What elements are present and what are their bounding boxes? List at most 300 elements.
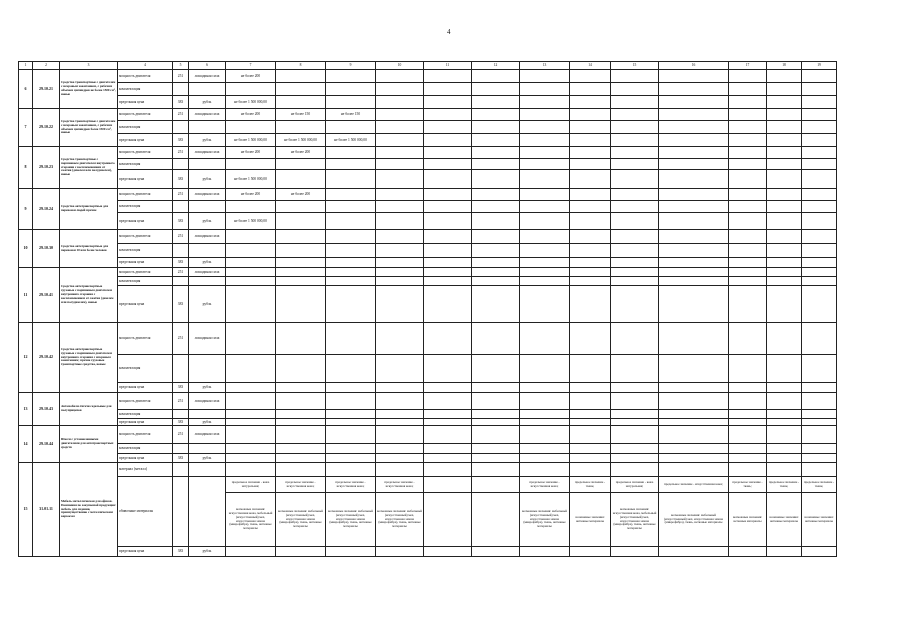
characteristic-name: комплектация	[118, 355, 173, 383]
unit-name: рубль	[189, 258, 226, 268]
product-name: Средства транспортные с двигателем с искровым зажиганием, с рабочим объемом цилиндров более 1500 см³, новые	[60, 109, 118, 147]
value-cell: не более 1 500 000,00	[326, 134, 376, 147]
value-cell	[729, 277, 767, 286]
value-cell	[376, 170, 424, 189]
value-cell: не более 200	[276, 189, 326, 201]
value-cell	[767, 393, 802, 410]
value-cell	[376, 323, 424, 355]
value-cell	[376, 268, 424, 277]
value-cell	[472, 213, 520, 230]
product-name: Автомобили-тягачи седельные для полуприцепов	[60, 393, 118, 426]
okei-code: 383	[173, 170, 189, 189]
unit-name: лошадиная сила	[189, 323, 226, 355]
value-cell	[472, 258, 520, 268]
value-cell	[472, 147, 520, 159]
value-cell	[276, 268, 326, 277]
value-cell: возможные значения: мебельный (искусственный) мех, искусственная замша (микрофибра), ткань, нетканые материалы	[376, 493, 424, 547]
value-cell	[226, 121, 276, 134]
unit-name	[189, 159, 226, 170]
value-cell	[659, 463, 729, 477]
value-cell	[659, 547, 729, 557]
value-cell	[767, 268, 802, 277]
unit-name: рубль	[189, 383, 226, 393]
value-cell	[276, 258, 326, 268]
value-cell	[611, 230, 659, 244]
value-cell	[472, 547, 520, 557]
value-cell	[802, 463, 837, 477]
value-cell	[767, 147, 802, 159]
requirements-table	[18, 61, 837, 557]
value-cell	[326, 258, 376, 268]
unit-name: лошадиная сила	[189, 70, 226, 83]
table-header-row	[19, 62, 837, 70]
value-cell	[276, 355, 326, 383]
value-cell	[424, 121, 472, 134]
value-cell	[226, 393, 276, 410]
characteristic-name: материал (металл)	[118, 463, 173, 477]
value-cell	[767, 83, 802, 96]
value-cell	[570, 323, 611, 355]
value-cell	[729, 244, 767, 258]
table-row	[19, 96, 837, 109]
value-cell	[659, 230, 729, 244]
value-cell	[659, 286, 729, 323]
okei-code: 251	[173, 189, 189, 201]
value-cell	[520, 134, 570, 147]
value-cell	[767, 121, 802, 134]
value-cell: предельное значение - ткань;	[570, 477, 611, 493]
table-row	[19, 159, 837, 170]
value-cell	[326, 463, 376, 477]
value-cell	[767, 109, 802, 121]
value-cell	[276, 159, 326, 170]
value-cell	[472, 109, 520, 121]
okei-code	[173, 244, 189, 258]
value-cell	[802, 121, 837, 134]
value-cell	[226, 159, 276, 170]
value-cell	[611, 277, 659, 286]
value-cell	[802, 213, 837, 230]
value-cell	[659, 70, 729, 83]
okei-code: 251	[173, 393, 189, 410]
value-cell: не более 150	[326, 109, 376, 121]
value-cell	[276, 277, 326, 286]
okei-code	[173, 277, 189, 286]
value-cell	[611, 454, 659, 463]
value-cell	[802, 426, 837, 444]
value-cell	[611, 258, 659, 268]
table-row	[19, 277, 837, 286]
value-cell	[472, 463, 520, 477]
value-cell: предельное значение - искусственная кожа;	[376, 477, 424, 493]
value-cell	[276, 230, 326, 244]
value-cell: не более 200	[226, 147, 276, 159]
value-cell	[472, 393, 520, 410]
value-cell: не более 1 500 000,00	[226, 134, 276, 147]
value-cell	[802, 109, 837, 121]
value-cell	[424, 286, 472, 323]
table-row	[19, 426, 837, 444]
value-cell	[276, 83, 326, 96]
value-cell	[570, 410, 611, 419]
okei-code: 251	[173, 70, 189, 83]
value-cell	[326, 170, 376, 189]
value-cell	[424, 419, 472, 426]
column-number-header: 2	[33, 62, 60, 70]
value-cell	[472, 201, 520, 213]
value-cell	[424, 159, 472, 170]
column-number-header: 5	[173, 62, 189, 70]
value-cell	[472, 230, 520, 244]
value-cell	[520, 170, 570, 189]
value-cell	[570, 393, 611, 410]
value-cell	[659, 201, 729, 213]
value-cell	[802, 147, 837, 159]
value-cell	[802, 230, 837, 244]
value-cell: возможные значения: мебельный (искусственный) мех, искусственная замша (микрофибра), ткань, нетканые материалы	[326, 493, 376, 547]
value-cell	[276, 547, 326, 557]
value-cell: не более 200	[226, 189, 276, 201]
value-cell	[276, 323, 326, 355]
okei-code: 383	[173, 383, 189, 393]
value-cell	[326, 426, 376, 444]
value-cell	[472, 121, 520, 134]
value-cell	[326, 323, 376, 355]
value-cell	[326, 147, 376, 159]
row-number: 14	[19, 426, 33, 463]
unit-name	[189, 444, 226, 454]
okei-code	[173, 355, 189, 383]
value-cell	[276, 444, 326, 454]
table-row	[19, 170, 837, 189]
okpd2-code: 29.10.23	[33, 147, 60, 189]
value-cell	[376, 109, 424, 121]
value-cell: не более 1 500 000,00	[226, 96, 276, 109]
okei-code: 251	[173, 230, 189, 244]
value-cell	[226, 83, 276, 96]
value-cell	[611, 393, 659, 410]
unit-name: лошадиная сила	[189, 147, 226, 159]
table-row	[19, 393, 837, 410]
value-cell	[472, 189, 520, 201]
unit-name	[189, 463, 226, 477]
unit-name: лошадиная сила	[189, 109, 226, 121]
value-cell	[767, 134, 802, 147]
value-cell	[424, 244, 472, 258]
value-cell	[226, 426, 276, 444]
value-cell: не более 200	[226, 70, 276, 83]
characteristic-name: предельная цена	[118, 213, 173, 230]
value-cell: не более 150	[276, 109, 326, 121]
characteristic-name: предельная цена	[118, 134, 173, 147]
value-cell	[424, 410, 472, 419]
okei-code	[173, 463, 189, 477]
value-cell: предельное значение - ткань;	[802, 477, 837, 493]
value-cell	[611, 201, 659, 213]
value-cell	[802, 170, 837, 189]
value-cell	[226, 230, 276, 244]
okei-code: 383	[173, 547, 189, 557]
table-row	[19, 134, 837, 147]
value-cell: предельное значение - искусственная кожа;	[659, 477, 729, 493]
characteristic-name: мощность двигателя	[118, 268, 173, 277]
value-cell	[376, 96, 424, 109]
value-cell: не более 1 500 000,00	[226, 170, 276, 189]
value-cell	[472, 96, 520, 109]
value-cell	[376, 419, 424, 426]
value-cell	[472, 134, 520, 147]
column-number-header: 8	[276, 62, 326, 70]
value-cell	[376, 393, 424, 410]
value-cell	[424, 70, 472, 83]
row-number: 9	[19, 189, 33, 230]
value-cell	[326, 410, 376, 419]
characteristic-name: мощность двигателя	[118, 147, 173, 159]
value-cell	[611, 147, 659, 159]
value-cell	[376, 454, 424, 463]
table-row	[19, 463, 837, 477]
value-cell: не более 200	[226, 109, 276, 121]
value-cell	[659, 170, 729, 189]
value-cell: возможные значения: искусственная кожа, мебельный (искусственный) мех, искусственная замша (микрофибра), ткань, нетканые материалы	[226, 493, 276, 547]
value-cell	[570, 463, 611, 477]
row-number: 8	[19, 147, 33, 189]
value-cell	[520, 201, 570, 213]
value-cell	[520, 410, 570, 419]
value-cell	[226, 268, 276, 277]
table-row	[19, 147, 837, 159]
value-cell	[570, 355, 611, 383]
value-cell	[611, 426, 659, 444]
value-cell	[767, 419, 802, 426]
value-cell	[226, 547, 276, 557]
value-cell	[226, 258, 276, 268]
value-cell	[376, 230, 424, 244]
value-cell	[611, 244, 659, 258]
value-cell	[520, 189, 570, 201]
unit-name: лошадиная сила	[189, 189, 226, 201]
table-row	[19, 121, 837, 134]
unit-name: рубль	[189, 454, 226, 463]
value-cell	[611, 444, 659, 454]
value-cell	[611, 383, 659, 393]
value-cell	[802, 444, 837, 454]
value-cell: не более 200	[276, 147, 326, 159]
value-cell	[472, 419, 520, 426]
value-cell	[424, 547, 472, 557]
unit-name	[189, 355, 226, 383]
okei-code: 251	[173, 147, 189, 159]
value-cell	[570, 454, 611, 463]
value-cell	[472, 286, 520, 323]
value-cell	[570, 96, 611, 109]
value-cell: возможные значения: мебельный (искусственный) мех, искусственная замша (микрофибра), ткань, нетканые материалы	[520, 493, 570, 547]
value-cell	[472, 493, 520, 547]
value-cell	[520, 258, 570, 268]
okei-code: 383	[173, 286, 189, 323]
value-cell	[424, 83, 472, 96]
value-cell	[326, 268, 376, 277]
value-cell: возможные значения: нетканые материалы	[570, 493, 611, 547]
value-cell	[376, 134, 424, 147]
okei-code	[173, 444, 189, 454]
value-cell	[802, 383, 837, 393]
value-cell	[326, 419, 376, 426]
value-cell	[611, 355, 659, 383]
value-cell	[802, 134, 837, 147]
okei-code: 383	[173, 96, 189, 109]
value-cell	[570, 170, 611, 189]
value-cell: предельное значение - ткань;	[767, 477, 802, 493]
value-cell	[570, 419, 611, 426]
value-cell	[472, 383, 520, 393]
value-cell	[611, 547, 659, 557]
value-cell	[767, 170, 802, 189]
value-cell	[659, 323, 729, 355]
value-cell	[326, 83, 376, 96]
value-cell	[226, 244, 276, 258]
characteristic-name: комплектация	[118, 277, 173, 286]
okpd2-code: 29.10.44	[33, 426, 60, 463]
column-number-header: 7	[226, 62, 276, 70]
value-cell	[276, 463, 326, 477]
value-cell	[802, 189, 837, 201]
value-cell	[570, 83, 611, 96]
product-name: Средства транспортные с двигателем с искровым зажиганием, с рабочим объемом цилиндров не более 1500 см³, новые	[60, 70, 118, 109]
value-cell	[376, 244, 424, 258]
value-cell	[729, 355, 767, 383]
value-cell	[376, 121, 424, 134]
value-cell	[520, 213, 570, 230]
value-cell	[520, 355, 570, 383]
value-cell	[276, 201, 326, 213]
column-number-header: 14	[570, 62, 611, 70]
value-cell	[729, 286, 767, 323]
okei-code	[173, 121, 189, 134]
characteristic-name: мощность двигателя	[118, 230, 173, 244]
value-cell	[767, 159, 802, 170]
value-cell	[326, 121, 376, 134]
value-cell	[802, 258, 837, 268]
value-cell	[276, 410, 326, 419]
value-cell	[276, 244, 326, 258]
value-cell	[326, 454, 376, 463]
value-cell	[472, 159, 520, 170]
okei-code	[173, 477, 189, 547]
value-cell	[659, 426, 729, 444]
value-cell	[802, 410, 837, 419]
table-row	[19, 547, 837, 557]
table-row	[19, 230, 837, 244]
value-cell	[729, 70, 767, 83]
value-cell	[729, 454, 767, 463]
value-cell	[520, 121, 570, 134]
value-cell	[326, 244, 376, 258]
value-cell	[729, 159, 767, 170]
value-cell	[472, 444, 520, 454]
value-cell	[276, 170, 326, 189]
value-cell	[611, 109, 659, 121]
value-cell	[570, 201, 611, 213]
okpd2-code: 29.10.30	[33, 230, 60, 268]
value-cell	[472, 323, 520, 355]
value-cell	[729, 268, 767, 277]
value-cell	[659, 121, 729, 134]
value-cell	[376, 159, 424, 170]
value-cell	[611, 410, 659, 419]
okei-code: 383	[173, 454, 189, 463]
okei-code: 383	[173, 419, 189, 426]
value-cell	[424, 147, 472, 159]
value-cell	[472, 426, 520, 444]
value-cell	[520, 444, 570, 454]
value-cell: предельное значение - ткань;	[729, 477, 767, 493]
value-cell	[659, 454, 729, 463]
value-cell	[659, 159, 729, 170]
table-row	[19, 70, 837, 83]
value-cell: не более 1 500 000,00	[276, 134, 326, 147]
okpd2-code: 31.01.11	[33, 463, 60, 557]
value-cell	[659, 258, 729, 268]
value-cell	[424, 355, 472, 383]
value-cell	[802, 96, 837, 109]
value-cell	[276, 70, 326, 83]
value-cell	[570, 286, 611, 323]
value-cell	[424, 213, 472, 230]
value-cell: возможные значения: нетканые материалы	[767, 493, 802, 547]
value-cell	[729, 463, 767, 477]
value-cell	[520, 419, 570, 426]
value-cell	[767, 410, 802, 419]
value-cell	[520, 244, 570, 258]
value-cell	[520, 109, 570, 121]
unit-name	[189, 83, 226, 96]
value-cell	[659, 147, 729, 159]
value-cell	[611, 463, 659, 477]
characteristic-name: комплектация	[118, 159, 173, 170]
value-cell	[276, 121, 326, 134]
value-cell	[767, 244, 802, 258]
value-cell: возможные значения: нетканые материалы	[729, 493, 767, 547]
okpd2-code: 29.10.41	[33, 268, 60, 323]
okei-code: 383	[173, 213, 189, 230]
unit-name: лошадиная сила	[189, 393, 226, 410]
value-cell	[729, 323, 767, 355]
table-row	[19, 383, 837, 393]
value-cell	[276, 96, 326, 109]
value-cell	[570, 268, 611, 277]
value-cell	[472, 477, 520, 493]
value-cell	[767, 277, 802, 286]
value-cell	[767, 444, 802, 454]
okei-code	[173, 201, 189, 213]
value-cell	[520, 547, 570, 557]
value-cell	[767, 426, 802, 444]
value-cell	[226, 454, 276, 463]
value-cell: предельное значение - искусственная кожа;	[276, 477, 326, 493]
value-cell: возможные значения: нетканые материалы	[802, 493, 837, 547]
unit-name	[189, 121, 226, 134]
row-number: 13	[19, 393, 33, 426]
value-cell	[659, 444, 729, 454]
value-cell: предельное значение - искусственная кожа;	[520, 477, 570, 493]
value-cell	[802, 159, 837, 170]
value-cell	[767, 547, 802, 557]
value-cell	[424, 383, 472, 393]
table-row	[19, 109, 837, 121]
value-cell	[520, 277, 570, 286]
value-cell: предельное значение - искусственная кожа;	[326, 477, 376, 493]
